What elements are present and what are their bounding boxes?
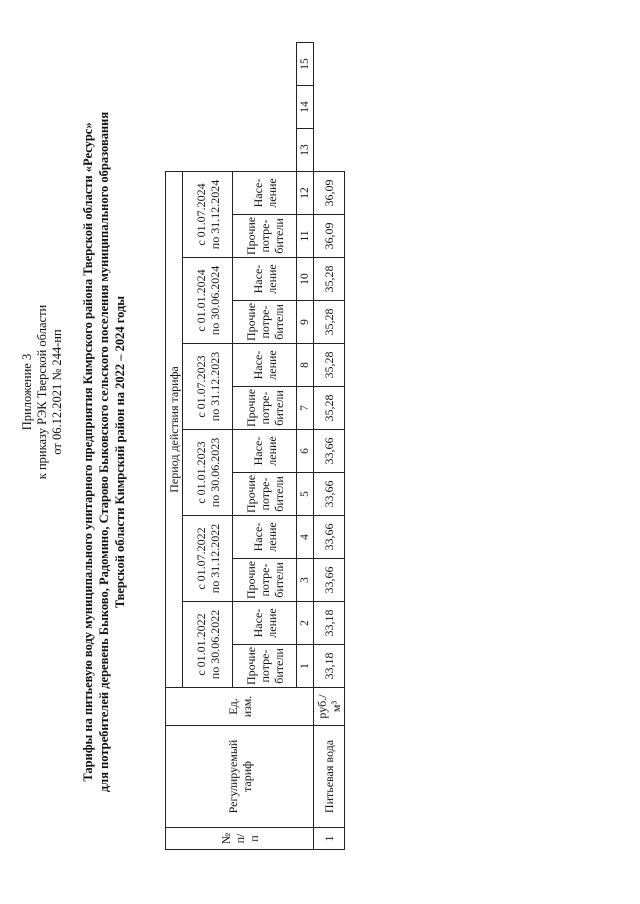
column-number: 5 xyxy=(297,473,314,516)
header-tariff: Регулируемый тариф xyxy=(166,726,314,828)
column-number: 12 xyxy=(297,172,314,215)
consumer-other-header: Прочие потре- бители xyxy=(233,215,297,258)
appendix-line-3: от 06.12.2021 № 244-нп xyxy=(50,329,64,455)
tariff-value: 33,66 xyxy=(314,516,345,559)
column-number: 9 xyxy=(297,301,314,344)
title-line-2: для потребителей деревень Быково, Радомино, Старово Быковского сельского поселения муниципального образования xyxy=(97,111,111,793)
column-number: 1 xyxy=(297,645,314,688)
title-line-1: Тарифы на питьевую воду муниципального унитарного предприятия Кимрского района Тверской области «Ресурс» xyxy=(81,122,95,782)
period-header: с 01.01.2024 по 30.06.2024 xyxy=(183,258,233,344)
tariff-value: 33,66 xyxy=(314,430,345,473)
consumer-other-header: Прочие потре- бители xyxy=(233,473,297,516)
period-header: с 01.07.2024 по 31.12.2024 xyxy=(183,172,233,258)
row-tariff: Питьевая вода xyxy=(314,726,345,828)
column-number: 7 xyxy=(297,387,314,430)
tariff-value: 33,66 xyxy=(314,473,345,516)
consumer-other-header: Прочие потре- бители xyxy=(233,301,297,344)
column-number: 14 xyxy=(297,86,314,129)
column-number: 15 xyxy=(297,43,314,86)
consumer-population-header: Насе- ление xyxy=(233,516,297,559)
tariff-value: 36,09 xyxy=(314,215,345,258)
column-number: 2 xyxy=(297,602,314,645)
consumer-population-header: Насе- ление xyxy=(233,430,297,473)
tariff-value: 35,28 xyxy=(314,387,345,430)
period-header: с 01.07.2022 по 31.12.2022 xyxy=(183,516,233,602)
period-header: с 01.01.2023 по 30.06.2023 xyxy=(183,430,233,516)
appendix-header xyxy=(20,262,65,522)
appendix-line-1: Приложение 3 xyxy=(20,353,34,431)
consumer-population-header: Насе- ление xyxy=(233,344,297,387)
document-page xyxy=(10,12,630,892)
title-line-3: Тверской области Кимрский район на 2022 – 2024 годы xyxy=(113,295,127,609)
row-num: 1 xyxy=(314,828,345,850)
consumer-population-header: Насе- ление xyxy=(233,602,297,645)
column-number: 13 xyxy=(297,129,314,172)
period-header: с 01.01.2022 по 30.06.2022 xyxy=(183,602,233,688)
tariff-value: 33,18 xyxy=(314,602,345,645)
column-number: 4 xyxy=(297,516,314,559)
tariff-value: 33,66 xyxy=(314,559,345,602)
row-unit: руб./м³ xyxy=(314,688,345,726)
consumer-other-header: Прочие потре- бители xyxy=(233,387,297,430)
tariff-value: 35,28 xyxy=(314,258,345,301)
consumer-population-header: Насе- ление xyxy=(233,172,297,215)
tariff-value: 33,18 xyxy=(314,645,345,688)
table-row xyxy=(314,43,345,850)
column-number: 6 xyxy=(297,430,314,473)
tariff-value: 35,28 xyxy=(314,344,345,387)
column-number: 11 xyxy=(297,215,314,258)
tariff-value: 35,28 xyxy=(314,301,345,344)
period-header: с 01.07.2023 по 31.12.2023 xyxy=(183,344,233,430)
header-unit: Ед. изм. xyxy=(166,688,314,726)
header-num: № п/ п xyxy=(166,828,314,850)
column-number: 3 xyxy=(297,559,314,602)
appendix-line-2: к приказу РЭК Тверской области xyxy=(35,304,49,480)
tariff-table xyxy=(165,42,345,850)
column-number: 10 xyxy=(297,258,314,301)
tariff-value: 36,09 xyxy=(314,172,345,215)
consumer-population-header: Насе- ление xyxy=(233,258,297,301)
column-number: 8 xyxy=(297,344,314,387)
consumer-other-header: Прочие потре- бители xyxy=(233,559,297,602)
document-title xyxy=(80,52,128,852)
header-period: Период действия тарифа xyxy=(166,172,183,688)
consumer-other-header: Прочие потре- бители xyxy=(233,645,297,688)
